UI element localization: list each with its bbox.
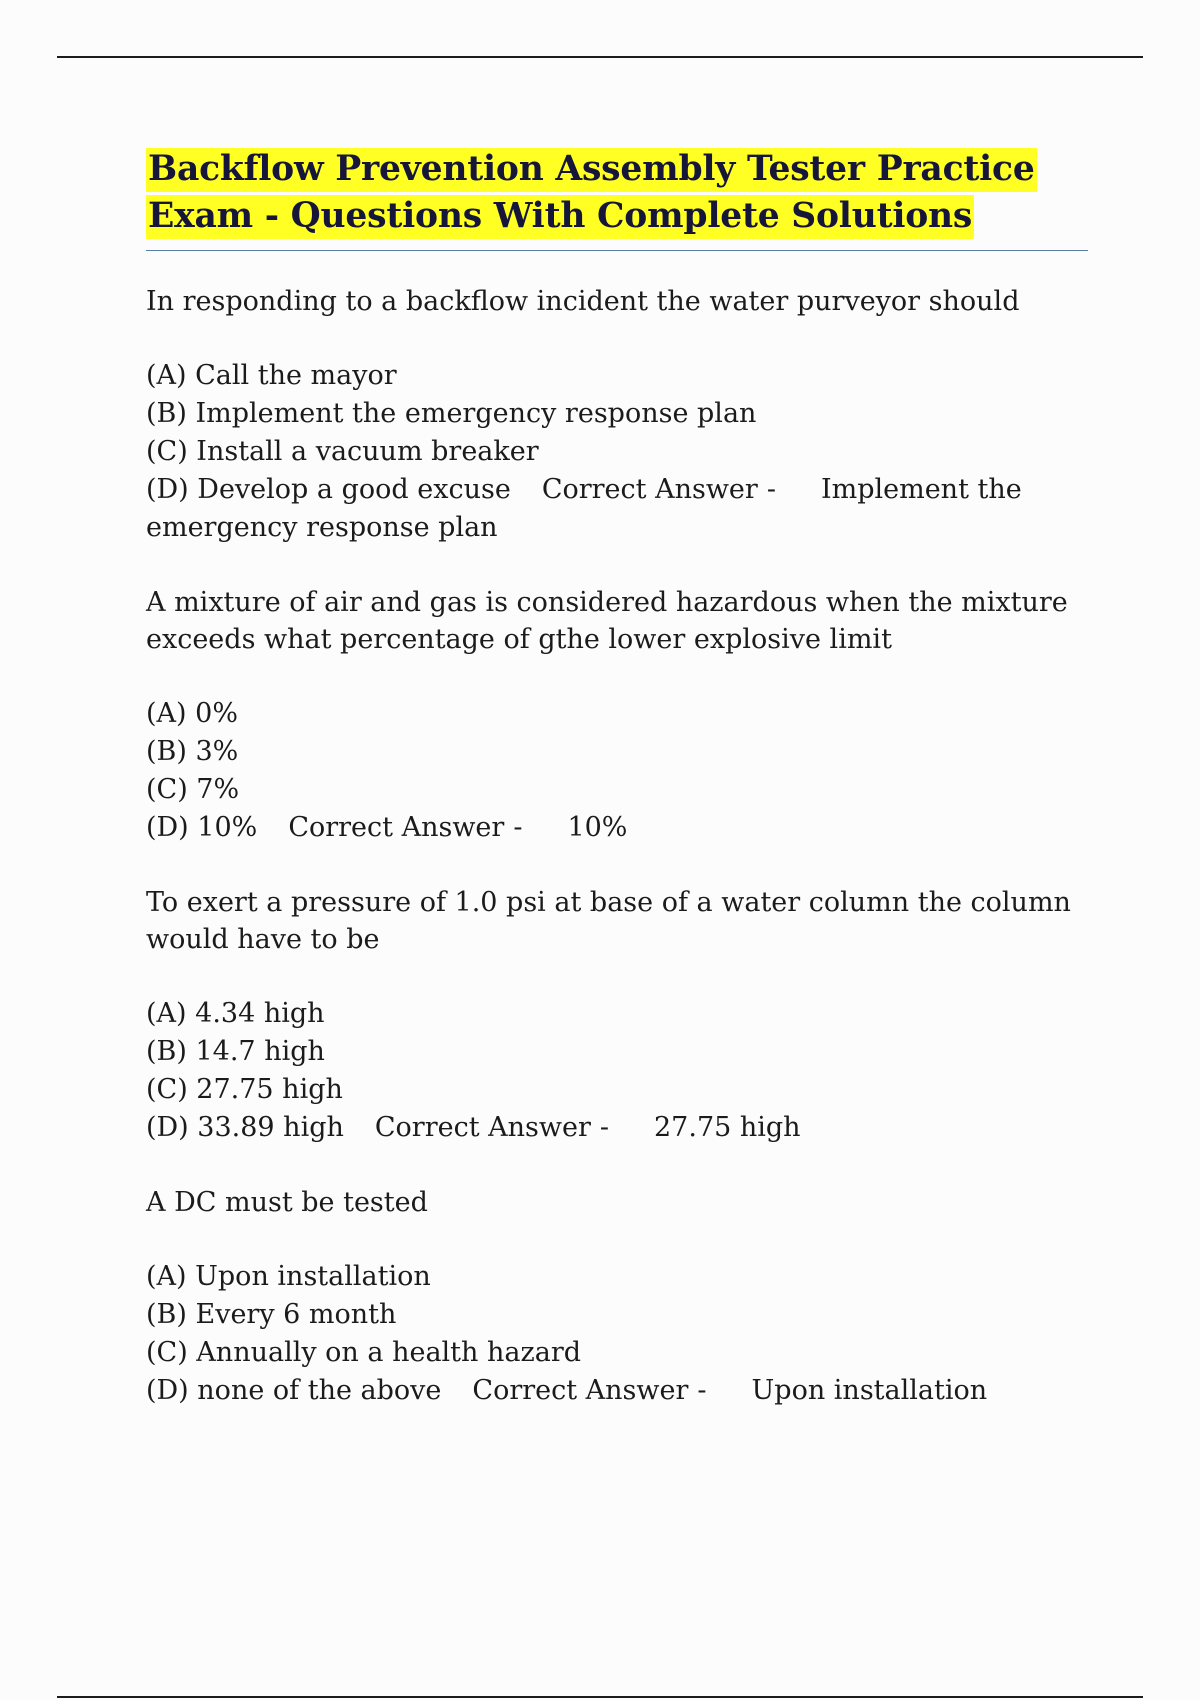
correct-answer-label: Correct Answer [374,1112,591,1143]
option-d-with-answer [146,809,1088,847]
option-a: (A) Call the mayor [146,360,397,391]
option-c: (C) 7% [146,774,240,805]
correct-answer-label: Correct Answer [541,474,758,505]
option-b: (B) Implement the emergency response plan [146,398,757,429]
correct-answer-value: 27.75 high [654,1112,801,1143]
correct-answer-value: Implement the emergency response plan [146,474,1022,543]
option-b: (B) 14.7 high [146,1036,325,1067]
correct-answer-value: 10% [567,812,628,843]
option-d: (D) 33.89 high [146,1112,344,1143]
question-text: A DC must be tested [146,1187,428,1218]
title-line-2: Exam - Questions With Complete Solutions [146,195,974,239]
correct-answer-label: Correct Answer [288,812,505,843]
answer-dash: - [766,474,776,505]
question-3 [146,884,1088,1147]
option-list [146,357,1088,547]
option-b: (B) 3% [146,736,239,767]
option-b: (B) Every 6 month [146,1299,397,1330]
option-c: (C) 27.75 high [146,1074,343,1105]
correct-answer-label: Correct Answer [472,1375,689,1406]
option-d: (D) Develop a good excuse [146,474,511,505]
option-c: (C) Annually on a health hazard [146,1337,582,1368]
title-underline [146,250,1088,251]
option-d-with-answer [146,1372,1088,1410]
footer-rule [57,1696,1143,1698]
question-2 [146,584,1088,847]
answer-dash: - [697,1375,707,1406]
answer-dash: - [513,812,523,843]
option-a: (A) 0% [146,698,238,729]
question-1 [146,283,1088,547]
option-d-with-answer [146,471,1088,547]
option-a: (A) Upon installation [146,1261,431,1292]
question-4 [146,1184,1088,1410]
option-list [146,995,1088,1147]
header-rule [57,56,1143,58]
question-text: In responding to a backflow incident the water purveyor should [146,286,1020,317]
option-c: (C) Install a vacuum breaker [146,436,539,467]
title-line-1: Backflow Prevention Assembly Tester Practice [146,148,1037,192]
document-title [146,146,1088,240]
option-list [146,695,1088,847]
option-list [146,1258,1088,1410]
correct-answer-value: Upon installation [751,1375,988,1406]
question-text: To exert a pressure of 1.0 psi at base of a water column the column would have to be [146,887,1071,955]
answer-dash: - [599,1112,609,1143]
option-d: (D) none of the above [146,1375,442,1406]
option-d: (D) 10% [146,812,258,843]
document-body [146,146,1088,1410]
question-text: A mixture of air and gas is considered hazardous when the mixture exceeds what percentage of gthe lower explosive limit [146,587,1068,655]
option-a: (A) 4.34 high [146,998,325,1029]
option-d-with-answer [146,1109,1088,1147]
